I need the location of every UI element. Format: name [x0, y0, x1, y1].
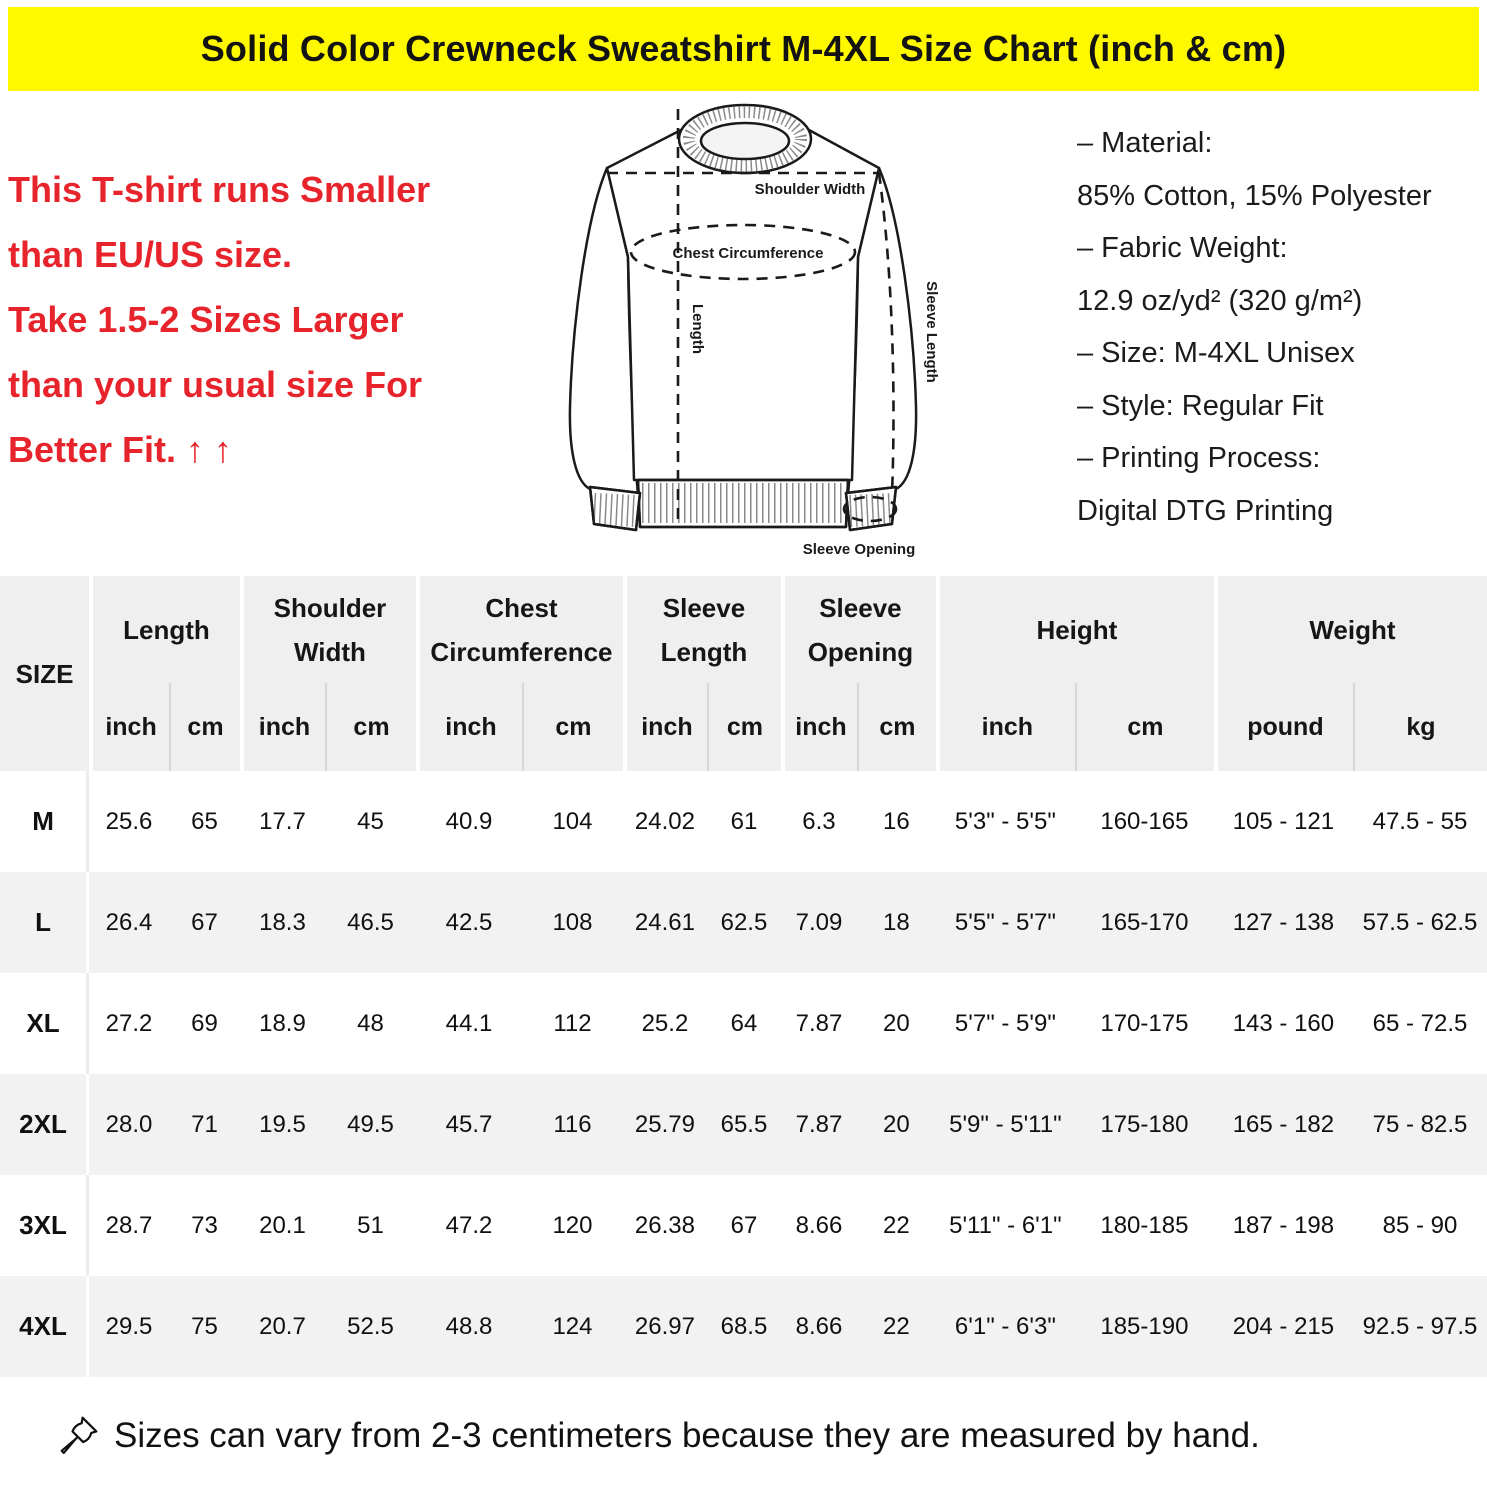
table-cell: 29.5: [105, 1312, 153, 1340]
table-cell: 62.5: [720, 908, 768, 936]
column-header-sleeve-length: Sleeve Length: [623, 576, 781, 683]
sweatshirt-illustration: [548, 97, 948, 567]
table-cell: 27.2: [105, 1009, 153, 1037]
table-cell: 185-190: [1100, 1312, 1189, 1340]
sweatshirt-measurement-diagram: [548, 97, 948, 567]
table-cell: 112: [553, 1009, 592, 1037]
column-header-height: Height: [936, 576, 1214, 683]
table-cell: 48: [357, 1009, 384, 1037]
table-cell: 16: [883, 807, 910, 835]
table-row-xl: [0, 973, 1487, 1074]
table-cell: 5'3" - 5'5": [954, 807, 1056, 835]
sleeve-length-label: Sleeve Length: [923, 281, 940, 383]
warning-line: This T-shirt runs Smaller: [8, 169, 431, 210]
unit-header: inch: [936, 683, 1075, 771]
table-cell: 108: [552, 908, 593, 936]
unit-header: inch: [240, 683, 325, 771]
measurement-note: [0, 1377, 1487, 1491]
size-label: XL: [0, 973, 89, 1074]
column-header-shoulder-width: Shoulder Width: [240, 576, 416, 683]
size-chart-table: [0, 576, 1487, 1377]
sleeve-opening-label: Sleeve Opening: [802, 541, 916, 558]
table-cell: 25.6: [105, 807, 153, 835]
table-cell: 7.87: [795, 1009, 843, 1037]
table-cell: 187 - 198: [1232, 1211, 1335, 1239]
table-cell: 64: [730, 1009, 758, 1037]
unit-header: cm: [522, 683, 623, 771]
table-cell: 61: [730, 807, 758, 835]
table-row-3xl: [0, 1175, 1487, 1276]
table-cell: 6.3: [802, 807, 836, 835]
table-cell: 22: [883, 1312, 910, 1340]
spec-line-style: – Style: Regular Fit: [1077, 389, 1324, 422]
table-cell: 46.5: [347, 908, 394, 936]
table-cell: 20.7: [259, 1312, 306, 1340]
table-cell: 180-185: [1100, 1211, 1189, 1239]
size-label: 3XL: [0, 1175, 89, 1276]
table-cell: 204 - 215: [1232, 1312, 1335, 1340]
table-cell: 92.5 - 97.5: [1362, 1312, 1478, 1340]
table-cell: 57.5 - 62.5: [1362, 908, 1478, 936]
warning-line: than your usual size For: [8, 364, 423, 405]
unit-header: cm: [325, 683, 416, 771]
table-cell: 26.97: [634, 1312, 695, 1340]
table-cell: 120: [552, 1211, 593, 1239]
table-cell: 6'1" - 6'3": [954, 1312, 1056, 1340]
info-section: [0, 91, 1487, 570]
size-label: 4XL: [0, 1276, 89, 1377]
unit-header: kg: [1353, 683, 1487, 771]
column-header-size: SIZE: [0, 576, 89, 771]
warning-line: than EU/US size.: [8, 234, 293, 275]
table-cell: 18: [883, 908, 910, 936]
table-cell: 116: [553, 1110, 592, 1138]
table-cell: 8.66: [795, 1312, 843, 1340]
table-cell: 5'5" - 5'7": [954, 908, 1056, 936]
table-cell: 165 - 182: [1232, 1110, 1335, 1138]
table-cell: 20.1: [259, 1211, 306, 1239]
table-cell: 45.7: [445, 1110, 493, 1138]
table-cell: 47.5 - 55: [1372, 807, 1468, 835]
table-cell: 47.2: [445, 1211, 493, 1239]
table-cell: 25.2: [641, 1009, 689, 1037]
table-cell: 71: [191, 1110, 218, 1138]
table-cell: 49.5: [347, 1110, 394, 1138]
spec-line-printing-value: Digital DTG Printing: [1077, 494, 1334, 527]
table-cell: 67: [191, 908, 218, 936]
table-cell: 7.87: [795, 1110, 843, 1138]
pushpin-icon: [56, 1414, 100, 1458]
table-cell: 18.9: [259, 1009, 306, 1037]
spec-line-material: – Material:: [1077, 127, 1213, 159]
table-cell: 19.5: [259, 1110, 306, 1138]
unit-header: inch: [89, 683, 169, 771]
size-label: M: [0, 771, 89, 872]
column-header-sleeve-opening: Sleeve Opening: [781, 576, 936, 683]
table-cell: 45: [357, 807, 384, 835]
table-cell: 170-175: [1100, 1009, 1189, 1037]
table-cell: 104: [552, 807, 593, 835]
length-label: Length: [689, 304, 706, 354]
unit-header: cm: [1075, 683, 1214, 771]
warning-line: Better Fit. ↑ ↑: [8, 429, 233, 470]
size-label: L: [0, 872, 89, 973]
unit-header: inch: [781, 683, 857, 771]
table-cell: 28.7: [105, 1211, 153, 1239]
column-header-length: Length: [89, 576, 240, 683]
table-cell: 44.1: [445, 1009, 493, 1037]
column-header-weight: Weight: [1214, 576, 1487, 683]
page-title: Solid Color Crewneck Sweatshirt M-4XL Size Chart (inch & cm): [200, 28, 1287, 69]
table-cell: 26.4: [105, 908, 153, 936]
table-cell: 65.5: [720, 1110, 768, 1138]
title-banner: [8, 7, 1479, 91]
table-cell: 85 - 90: [1382, 1211, 1458, 1239]
table-cell: 42.5: [445, 908, 493, 936]
table-cell: 28.0: [105, 1110, 153, 1138]
table-cell: 160-165: [1100, 807, 1189, 835]
table-cell: 69: [191, 1009, 218, 1037]
spec-line-fabric-weight: – Fabric Weight:: [1077, 232, 1288, 264]
table-cell: 24.02: [634, 807, 695, 835]
table-cell: 7.09: [795, 908, 843, 936]
unit-header: cm: [169, 683, 240, 771]
table-cell: 65: [191, 807, 218, 835]
table-cell: 127 - 138: [1232, 908, 1335, 936]
table-row-2xl: [0, 1074, 1487, 1175]
table-cell: 52.5: [347, 1312, 394, 1340]
table-cell: 65 - 72.5: [1372, 1009, 1468, 1037]
spec-line-size: – Size: M-4XL Unisex: [1077, 337, 1355, 369]
table-cell: 175-180: [1100, 1110, 1189, 1138]
size-warning-text: [8, 157, 508, 482]
table-row-4xl: [0, 1276, 1487, 1377]
chest-circumference-label: Chest Circumference: [672, 245, 824, 262]
column-header-chest-circumference: Chest Circumference: [416, 576, 623, 683]
table-cell: 8.66: [795, 1211, 843, 1239]
table-cell: 75: [191, 1312, 218, 1340]
table-cell: 24.61: [634, 908, 695, 936]
table-row-l: [0, 872, 1487, 973]
table-cell: 5'7" - 5'9": [954, 1009, 1056, 1037]
table-cell: 48.8: [445, 1312, 493, 1340]
table-cell: 40.9: [445, 807, 493, 835]
table-cell: 20: [883, 1110, 910, 1138]
note-text: Sizes can vary from 2-3 centimeters because they are measured by hand.: [114, 1416, 1260, 1455]
table-cell: 124: [552, 1312, 593, 1340]
table-cell: 26.38: [634, 1211, 695, 1239]
spec-line-fabric-weight-value: 12.9 oz/yd² (320 g/m²): [1077, 284, 1363, 317]
unit-header: cm: [857, 683, 936, 771]
table-cell: 51: [357, 1211, 384, 1239]
shoulder-width-label: Shoulder Width: [754, 181, 866, 198]
table-cell: 143 - 160: [1232, 1009, 1335, 1037]
table-cell: 20: [883, 1009, 910, 1037]
table-cell: 17.7: [259, 807, 306, 835]
spec-line-material-value: 85% Cotton, 15% Polyester: [1077, 179, 1432, 212]
spec-line-printing: – Printing Process:: [1077, 442, 1321, 474]
table-cell: 75 - 82.5: [1372, 1110, 1468, 1138]
unit-header: pound: [1214, 683, 1353, 771]
table-row-m: [0, 771, 1487, 872]
table-cell: 165-170: [1100, 908, 1189, 936]
unit-header: cm: [707, 683, 781, 771]
table-cell: 5'9" - 5'11": [949, 1110, 1062, 1138]
table-cell: 73: [191, 1211, 218, 1239]
size-label: 2XL: [0, 1074, 89, 1175]
unit-header: inch: [416, 683, 522, 771]
table-cell: 67: [730, 1211, 758, 1239]
table-cell: 105 - 121: [1232, 807, 1335, 835]
warning-line: Take 1.5-2 Sizes Larger: [8, 299, 404, 340]
table-cell: 68.5: [720, 1312, 768, 1340]
table-cell: 5'11" - 6'1": [949, 1211, 1062, 1239]
product-specs: [1077, 117, 1432, 537]
unit-header: inch: [623, 683, 707, 771]
table-cell: 22: [883, 1211, 910, 1239]
table-cell: 25.79: [634, 1110, 695, 1138]
table-cell: 18.3: [259, 908, 306, 936]
